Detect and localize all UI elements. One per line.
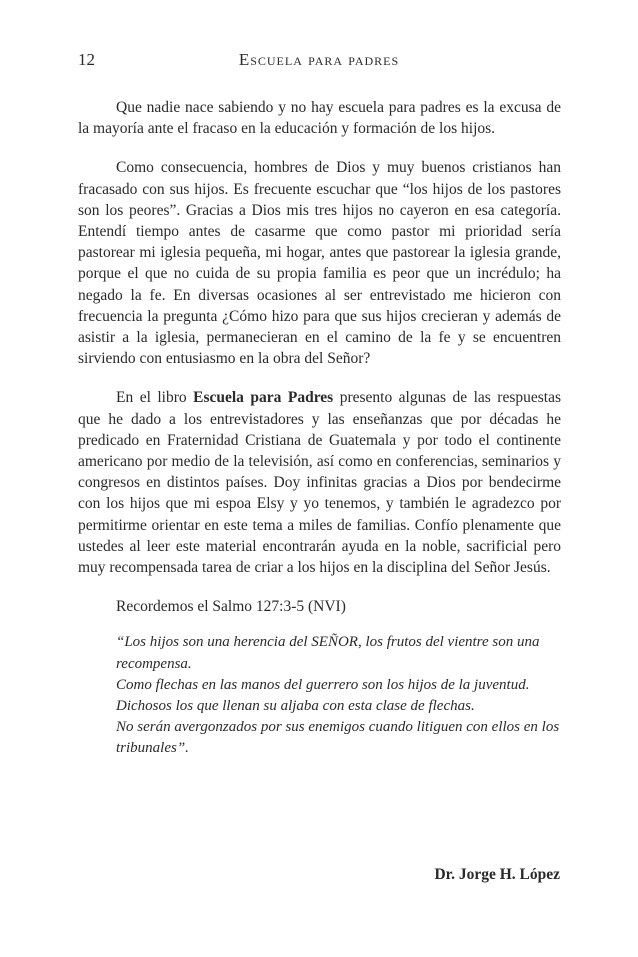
psalm-quote (116, 632, 561, 759)
body-text (78, 97, 561, 760)
author-signature: Dr. Jorge H. López (434, 866, 560, 883)
quote-line-2: Como flechas en las manos del guerrero son los hijos de la juventud. (116, 676, 530, 693)
page-header (78, 50, 560, 74)
psalm-reference: Recordemos el Salmo 127:3-5 (NVI) (116, 598, 346, 616)
book-title: Escuela para Padres (193, 389, 334, 407)
page-number: 12 (78, 50, 95, 69)
paragraph-book (78, 387, 561, 578)
paragraph-book-start: En el libro (116, 389, 194, 407)
paragraph-book-rest: presento algunas de las respuestas que he dado a los entrevistadores y las enseñanzas que por décadas he predicado en Fraternidad Cristiana de Guatemala y por todo el continente americano por medio de la televisión, así como en conferencias, seminarios y congresos en distintos países. Doy infinitas gracias a Dios por bendecirme con los hijos que mi espoa Elsy y yo tenemos, y también le agradezco por permitirme orientar en este tema a miles de familias. Confío plenamente que ustedes al leer este material encontrarán ayuda en la noble, sacrificial pero muy recompensada tarea de criar a los hijos en la disciplina del Señor Jesús. (78, 389, 561, 577)
running-title: Escuela para padres (238, 50, 400, 69)
quote-line-3: Dichosos los que llenan su aljaba con esta clase de flechas. (116, 698, 475, 715)
quote-line-4: No serán avergonzados por sus enemigos cuando litiguen con ellos en los tribunales”. (116, 719, 560, 757)
quote-line-1: “Los hijos son una herencia del SEÑOR, los frutos del vientre son una recompensa. (116, 634, 540, 672)
paragraph-intro: Que nadie nace sabiendo y no hay escuela para padres es la excusa de la mayoría ante el fracaso en la educación y formación de los hijos. (78, 99, 561, 138)
paragraph-consequence: Como consecuencia, hombres de Dios y muy buenos cristianos han fracasado con sus hijos. Es frecuente escuchar que “los hijos de los pastores son los peores”. Gracias a Dios mis tres hijos no cayeron en esa categoría. Entendí tiempo antes de casarme que como pastor mi prioridad sería pastorear mi iglesia pequeña, mi hogar, antes que pastorear la iglesia grande, porque el que no cuida de su propia familia es peor que un incrédulo; ha negado la fe. En diversas ocasiones al ser entrevistado me hicieron con frecuencia la pregunta ¿Cómo hizo para que sus hijos crecieran y además de asistir a la iglesia, permanecieran en el camino de la fe y se encuentren sirviendo con entusiasmo en la obra del Señor? (78, 159, 561, 368)
